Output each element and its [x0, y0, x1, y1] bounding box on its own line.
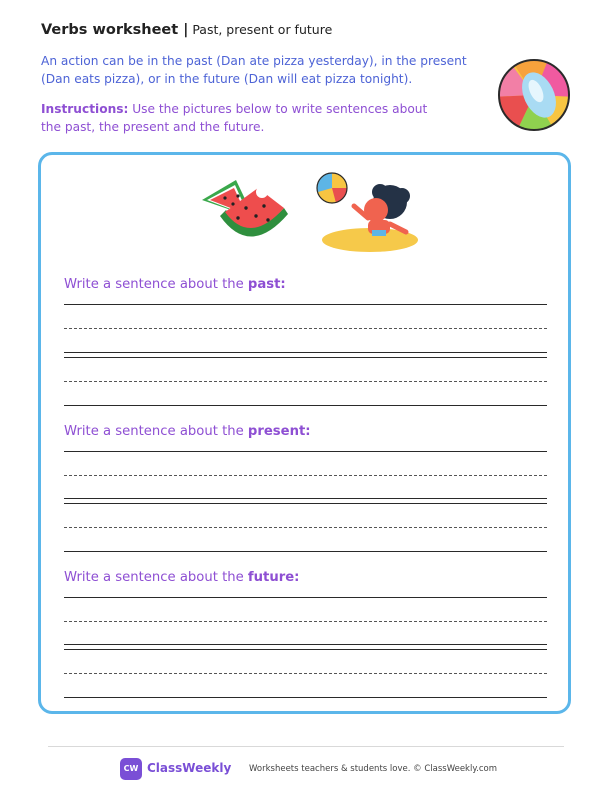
writing-line	[64, 503, 547, 504]
writing-guide-line	[64, 527, 547, 528]
writing-line	[64, 352, 547, 353]
watermelon-slices-icon	[198, 178, 298, 250]
writing-guide-line	[64, 328, 547, 329]
past-prompt	[64, 277, 286, 292]
footer-tagline: Worksheets teachers & students love. © ClassWeekly.com	[249, 764, 498, 774]
writing-line	[64, 644, 547, 645]
worksheet-header	[41, 22, 332, 38]
writing-guide-line	[64, 673, 547, 674]
child-with-beach-ball-icon	[314, 166, 422, 254]
present-prompt	[64, 424, 311, 439]
writing-line	[64, 597, 547, 598]
future-prompt-text: Write a sentence about the	[64, 570, 248, 585]
instructions-text: Use the pictures below to write sentences about the past, the present and the future.	[41, 102, 428, 134]
present-prompt-text: Write a sentence about the	[64, 424, 248, 439]
header-separator: |	[183, 22, 189, 38]
writing-line	[64, 649, 547, 650]
beach-ball-icon	[496, 57, 572, 133]
instructions-label: Instructions:	[41, 102, 129, 116]
future-keyword: future:	[247, 570, 300, 585]
footer	[0, 758, 612, 782]
future-prompt	[64, 570, 299, 585]
writing-guide-line	[64, 381, 547, 382]
present-keyword: present:	[247, 424, 311, 439]
writing-line	[64, 697, 547, 698]
footer-divider	[48, 746, 564, 747]
past-prompt-text: Write a sentence about the	[64, 277, 248, 292]
writing-guide-line	[64, 621, 547, 622]
writing-line	[64, 405, 547, 406]
writing-line	[64, 357, 547, 358]
worksheet-title: Verbs worksheet	[41, 22, 179, 38]
classweekly-logo-icon: CW	[120, 758, 142, 780]
writing-guide-line	[64, 475, 547, 476]
instructions-paragraph	[41, 100, 441, 136]
past-keyword: past:	[247, 277, 286, 292]
writing-line	[64, 304, 547, 305]
writing-line	[64, 498, 547, 499]
writing-line	[64, 451, 547, 452]
writing-line	[64, 551, 547, 552]
brand-name: ClassWeekly	[147, 761, 232, 775]
intro-paragraph: An action can be in the past (Dan ate pizza yesterday), in the present (Dan eats pizza), or in the future (Dan will eat pizza tonight).	[41, 54, 467, 86]
worksheet-subtitle: Past, present or future	[192, 22, 333, 37]
